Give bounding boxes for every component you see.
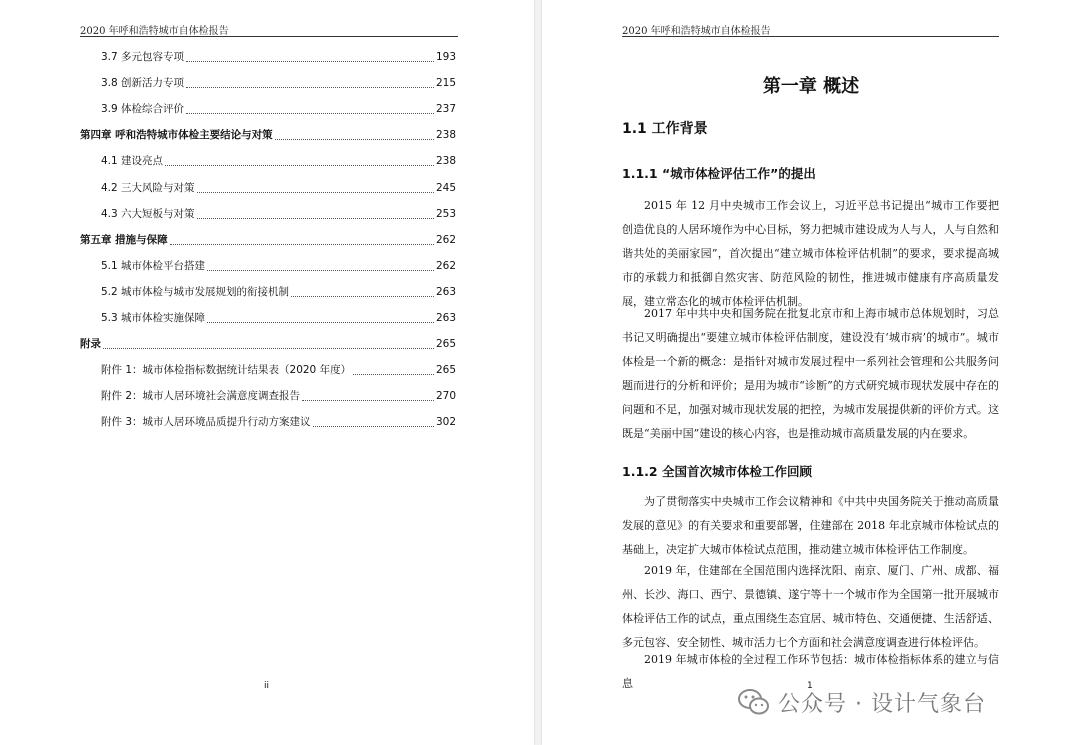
toc-entry[interactable] (101, 388, 456, 404)
page-header-title: 2020 年呼和浩特城市自体检报告 (80, 26, 229, 37)
section-heading: 1.1 工作背景 (622, 121, 708, 137)
paragraph: 2019 年城市体检的全过程工作环节包括：城市体检指标体系的建立与信息 (622, 653, 999, 690)
toc-leader-dots (186, 87, 434, 88)
toc-entry-page: 253 (435, 208, 456, 220)
toc-entry[interactable] (101, 153, 456, 169)
wechat-logo-icon (738, 687, 770, 717)
toc-entry-page: 238 (435, 155, 456, 167)
toc-entry-page: 262 (435, 260, 456, 272)
toc-entry[interactable] (101, 49, 456, 65)
paragraph: 为了贯彻落实中央城市工作会议精神和《中共中央国务院关于推动高质量发展的意见》的有关要求和重要部署，住建部在 2018 年北京城市体检试点的基础上，决定扩大城市体检试点范围，推动建立城市体检评估工作制度。 (622, 495, 999, 556)
toc-entry-label: 4.2 三大风险与对策 (101, 182, 195, 194)
toc-entry-label: 附录 (80, 338, 101, 350)
chapter-title: 第一章 概述 (762, 76, 860, 97)
toc-entry-label: 附件 3：城市人居环境品质提升行动方案建议 (101, 416, 311, 428)
toc-entry-page: 263 (435, 286, 456, 298)
toc-leader-dots (207, 322, 434, 323)
toc-leader-dots (291, 296, 434, 297)
watermark-text: 公众号 · 设计气象台 (778, 691, 986, 717)
toc-entry-label: 5.2 城市体检与城市发展规划的衔接机制 (101, 286, 290, 298)
toc-page (0, 0, 534, 745)
toc-leader-dots (170, 244, 434, 245)
toc-entry-page: 302 (435, 416, 456, 428)
subsection-heading: 1.1.1 “城市体检评估工作”的提出 (622, 166, 816, 181)
toc-entry[interactable] (80, 336, 456, 352)
page-number: ii (264, 681, 270, 691)
toc-entry[interactable] (101, 362, 456, 378)
toc-entry-label: 第四章 呼和浩特城市体检主要结论与对策 (80, 129, 273, 141)
paragraph: 2017 年中共中央和国务院在批复北京市和上海市城市总体规划时，习总书记又明确提出“要建立城市体检评估制度，建设没有‘城市病’的城市”。城市体检是一个新的概念：是指针对城市发展过程中一系列社会管理和公共服务问题而进行的分析和评价；是用为城市“诊断”的方式研究城市现状发展中存在的问题和不足，加强对城市现状发展的把控，为城市发展提供新的评价方式。这既是“美丽中国”建设的核心内容，也是推动城市高质量发展的内在要求。 (622, 307, 999, 440)
watermark (738, 684, 1048, 720)
toc-leader-dots (103, 348, 434, 349)
toc-leader-dots (302, 400, 434, 401)
chapter-page (542, 0, 1080, 745)
header-rule (80, 36, 458, 37)
toc-entry[interactable] (101, 206, 456, 222)
toc-entry-page: 193 (435, 51, 456, 63)
toc-entry-label: 第五章 措施与保障 (80, 234, 168, 246)
toc-entry[interactable] (80, 127, 456, 143)
toc-entry[interactable] (101, 258, 456, 274)
toc-entry-page: 270 (435, 390, 456, 402)
subsection-heading: 1.1.2 全国首次城市体检工作回顾 (622, 464, 812, 479)
toc-entry-page: 265 (435, 364, 456, 376)
toc-entry-label: 附件 2：城市人居环境社会满意度调查报告 (101, 390, 301, 402)
toc-entry[interactable] (101, 414, 456, 430)
toc-entry-page: 262 (435, 234, 456, 246)
toc-entry-label: 3.7 多元包容专项 (101, 51, 185, 63)
toc-leader-dots (197, 192, 434, 193)
toc-entry-page: 237 (435, 103, 456, 115)
toc-leader-dots (207, 270, 434, 271)
page-number: 1 (807, 681, 813, 691)
toc-leader-dots (186, 61, 434, 62)
toc-leader-dots (313, 426, 434, 427)
header-rule (622, 36, 999, 37)
toc-leader-dots (197, 218, 434, 219)
toc-leader-dots (275, 139, 434, 140)
toc-entry-label: 3.9 体检综合评价 (101, 103, 185, 115)
paragraph: 2015 年 12 月中央城市工作会议上，习近平总书记提出“城市工作要把创造优良的人居环境作为中心目标，努力把城市建设成为人与人，人与自然和谐共处的美丽家园”，首次提出“建立城市体检评估机制”的要求，要求提高城市的承载力和抵御自然灾害、防范风险的韧性，推进城市健康有序高质量发展，建立常态化的城市体检评估机制。 (622, 199, 999, 308)
toc-entry[interactable] (101, 75, 456, 91)
toc-entry-label: 5.1 城市体检平台搭建 (101, 260, 206, 272)
toc-entry-page: 245 (435, 182, 456, 194)
page-header-title: 2020 年呼和浩特城市自体检报告 (622, 26, 771, 37)
toc-entry[interactable] (80, 232, 456, 248)
toc-entry-page: 263 (435, 312, 456, 324)
toc-entry[interactable] (101, 180, 456, 196)
toc-leader-dots (165, 165, 434, 166)
toc-entry[interactable] (101, 284, 456, 300)
toc-entry-page: 215 (435, 77, 456, 89)
toc-entry[interactable] (101, 101, 456, 117)
toc-entry[interactable] (101, 310, 456, 326)
toc-entry-page: 238 (435, 129, 456, 141)
toc-entry-label: 附件 1：城市体检指标数据统计结果表（2020 年度） (101, 364, 352, 376)
toc-leader-dots (186, 113, 434, 114)
paragraph: 2019 年，住建部在全国范围内选择沈阳、南京、厦门、广州、成都、福州、长沙、海口、西宁、景德镇、遂宁等十一个城市作为全国第一批开展城市体检评估工作的试点，重点围绕生态宜居、城市特色、交通便捷、生活舒适、多元包容、安全韧性、城市活力七个方面和社会满意度调查进行体检评估。 (622, 564, 999, 649)
toc-entry-label: 5.3 城市体检实施保障 (101, 312, 206, 324)
toc-entry-label: 4.1 建设亮点 (101, 155, 164, 167)
toc-entry-label: 3.8 创新活力专项 (101, 77, 185, 89)
toc-leader-dots (353, 374, 434, 375)
toc-entry-page: 265 (435, 338, 456, 350)
toc-entry-label: 4.3 六大短板与对策 (101, 208, 195, 220)
